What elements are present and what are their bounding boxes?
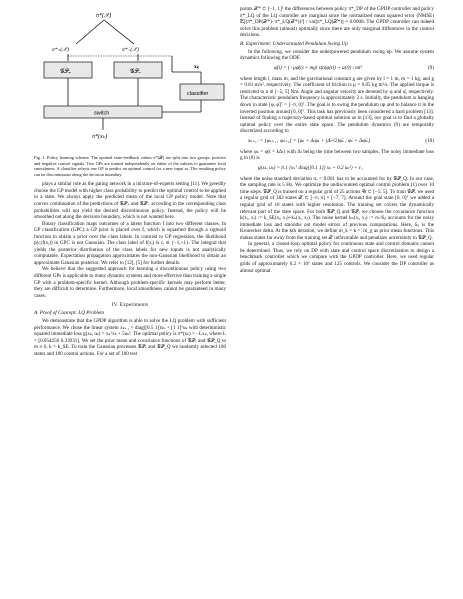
figure-caption: Fig. 1. Policy learning scheme. The optimal state-feedback values π*(𝒳) are split into two groups: positive and negative control signals. Two GPs are trained independently on either of the subsets to guarantee local smoothness. A classifier selects one GP to predict an optimal control for a new input xₖ. The resulting policy can be discontinuous along the decision boundary.: [34, 155, 226, 177]
right-paragraph-6: In general, a closed-loop optimal policy for continuous state and control domains cannot be determined. Thus, we rely on DP with state and control space discretization to design a benchmark controller which we compare with the GPDP controller. Here, we used regular grids of approximately 6.2 × 10⁵ states and 125 controls. We consider the DP controller as almost optimal.: [240, 241, 434, 274]
figure-1: [34, 6, 226, 153]
right-paragraph-1: points 𝒳* ⊂ [−1, 1]² the differences between policy π*_DP of the GPDP controller and policy π*_LQ of the LQ controller are marginal since the normalized mean squared error (NMSE) 𝔼[(π*_DP(𝒳*)−π*_LQ(𝒳*))²] / var[π*_LQ(𝒳*)] ≈ 0.0008. The GPDP controller can indeed solve this problem (almost) optimally since there are only marginal differences in the control decisions.: [240, 6, 434, 39]
figure-right-label: π*₋(𝒳): [122, 47, 139, 53]
xk-label: xₖ: [194, 64, 200, 70]
arrow-top-left: [76, 20, 104, 44]
equation-9-body: φ̈(t) = (−μφ̇(t) + mgl sin(φ(t)) + u(t)) / ml²: [274, 64, 362, 71]
right-paragraph-3: where length l, mass m, and the gravitational constant g are given by l = 1 m, m = 1 kg, and g = 9.81 m/s², respectively. The coefficient of friction is μ = 0.05 kg m²/s. The applied torque is restricted to u ∈ [−5, 5] Nm. Angle and angular velocity are denoted by φ and φ̇, respectively. The characteristic pendulum frequency is approximately 2 s. Initially, the pendulum is hanging down in state [φ, φ̇]ᵀ = [−π, 0]ᵀ. The goal is to swing the pendulum up and to balance it in the inverted position around [0, 0]ᵀ. This task has previously been considered a hard problem [13]. Instead of finding a trajectory-based optimal solution as in [13], our goal is to find a globally optimal policy over the entire state space. The pendulum dynamics (9) are temporally discretized according to: [240, 75, 434, 135]
left-paragraph-3: We believe that the suggested approach for learning a discontinuous policy using two different GPs is applicable to many dynamic systems and more effective than training a single GP with a problem-specific kernel. Although problem-specific kernels may perform better, they are difficult to determine. Furthermore, local smoothness cannot be guaranteed in many cases.: [34, 266, 226, 299]
switch-label: switch: [94, 110, 110, 117]
gp-plus-label: 𝒢𝒫₊: [60, 69, 71, 75]
subsection-title-lq: A. Proof of Concept: LQ Problem: [34, 310, 104, 317]
section-title-experiments: IV. Experiments: [111, 302, 149, 309]
figure-bottom-label: π*(xₖ): [92, 134, 108, 140]
equation-9-number: (9): [427, 64, 434, 71]
left-paragraph-1: plays a similar role as the gating network in a mixture-of-experts setting [11]. We greedily choose the GP model with higher class probability to predict the optimal control to be applied in a state. We always apply the predicted mean of the local GP policy model. Note that convex combination of the predictions of 𝒢𝒫₊ and 𝒢𝒫₋ according to the corresponding class probabilities will not yield the desired discontinuous policy. Instead, the policy will be smoothed out along the decision boundary, which is not wanted here.: [34, 181, 226, 221]
equation-10-number: (10): [425, 137, 434, 144]
right-paragraph-4: where φₖ = φ(t = kΔₜ) with Δₜ being the time between two samples. The noisy immediate loss g in (8) is: [240, 148, 434, 162]
right-paragraph-5: where the noise standard deviation σₑ = 0.001 has to be accounted for by 𝒢𝒫_Q. In our case, the sampling rate is 5 Hz. We optimize the undiscounted optimal control problem (1) over 10 time steps. 𝒢𝒫_Q is trained on a regular grid of 25 actions 𝒰 ⊂ [−5, 5]. To train 𝒢𝒫ᵥ we used a regular grid of 382 states 𝒳 ⊂ [−π, π] × [−7, 7]. Around the goal state [0, 0]ᵀ we added a regular grid of 16 states with higher resolution. The training set covers the dynamically relevant part of the state space. For both 𝒢𝒫_Q and 𝒢𝒫ᵥ we choose the covariance function k(xᵢ, xⱼ) := k_SE(xᵢ, xⱼ)+kₙ(xᵢ, xⱼ). The noise kernel kₙ(xᵢ, xⱼ) := σₙ²δᵢⱼ accounts for the noisy immediate loss and smooths out model errors of previous computations. Here, δᵢⱼ is the Kronecker delta. At the kth iteration, we define m_k = k =: m_g as prior mean functions. This makes states far away from the training set 𝒳 unfavorable and penalizes uncertainty in 𝒢𝒫_Q.: [240, 175, 434, 241]
equation-10: [240, 136, 434, 148]
left-paragraph-2: Binary classification maps outcomes of a latent function f into two different classes. In GP classification (GPC) a GP prior is placed over f, which is squashed through a sigmoid function to obtain a prior over the class labels. In contrast to GP regression, the likelihood p(cᵢ|f(xᵢ)) in GPC is not Gaussian. The class label of f(xᵢ) is cᵢ ∈ {−1,+1}. The integral that yields the posterior distribution of the class labels for new inputs is not analytically computable. Expectation propagation approximates the non-Gaussian likelihood to obtain an approximate Gaussian posterior. We refer to [12], [5] for further details.: [34, 220, 226, 266]
equation-11: [240, 163, 434, 175]
equation-9: [240, 63, 434, 75]
classifier-label: classifier: [187, 91, 209, 97]
arrow-top-right: [104, 20, 134, 44]
figure-top-label: π*(𝒳): [96, 13, 112, 19]
equation-11-body: g(xₖ, uₖ) = 0.1 (xₖᵀ diag([0.1 1]) xₖ + 0.2 uₖ²) + ε ,: [258, 164, 364, 171]
left-paragraph-4: We demonstrate that the GPDP algorithm is able to solve the LQ problem with sufficient performance. We chose the linear system xₖ₊₁ = diag([0.5 1])xₖ + [1 1]ᵀuₖ with deterministic squared immediate loss g(xₖ, uₖ) = xₖᵀxₖ + 5uₖ². The optimal policy is π*(xₖ) = −Lxₖ, where L = [0.054250 0.33931]. We set the prior mean and covariance functions of 𝒢𝒫ᵥ and 𝒢𝒫_Q to m ≡ 0, k = k_SE. To train the Gaussian processes 𝒢𝒫ᵥ and 𝒢𝒫_Q we randomly selected 100 states and 100 control actions. For a set of 100 test: [34, 318, 226, 357]
figure-left-label: π*₊(𝒳): [52, 47, 69, 53]
gp-minus-label: 𝒢𝒫₋: [130, 69, 141, 75]
right-column: [240, 6, 434, 274]
left-column: [34, 6, 226, 358]
policy-learning-diagram: [34, 6, 226, 153]
subsection-title-pendulum: B. Experiment: Underactuated Pendulum Swing Up: [240, 40, 348, 47]
equation-10-body: xₖ₊₁ := [φₖ₊₁ ; φ̇ₖ₊₁] = [φₖ + Δₜφ̇ₖ + (Δₜ²/2)φ̈ₖ ; φ̇ₖ + Δₜφ̈ₖ]: [248, 137, 371, 144]
right-paragraph-2: In the following, we consider the underpowered pendulum swing up. We assume system dynamics following the ODE: [240, 48, 434, 62]
